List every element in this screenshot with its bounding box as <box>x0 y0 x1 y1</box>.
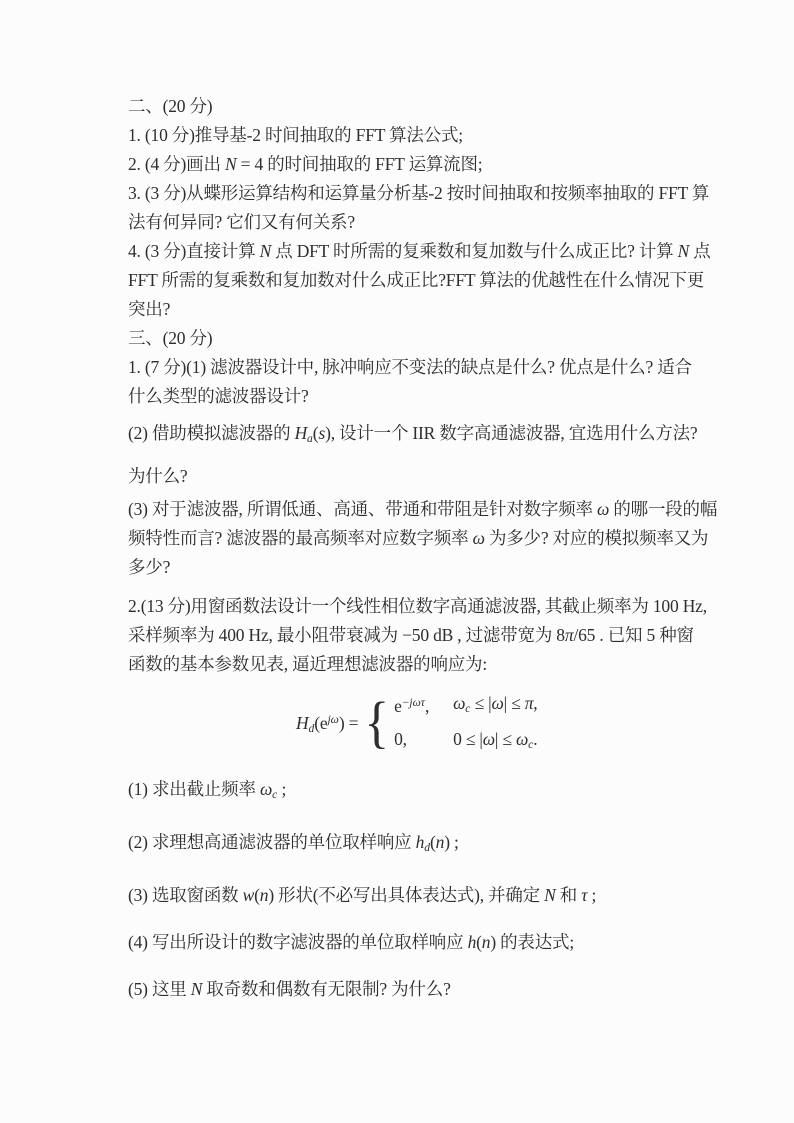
question-iii-2-line2: 采样频率为 400 Hz, 最小阻带衰减为 −50 dB , 过滤带宽为 8π/65 . 已知 5 种窗 <box>128 625 694 646</box>
question-ii-4-line2: FFT 所需的复乘数和复加数对什么成正比?FFT 算法的优越性在什么情况下更 <box>128 270 705 290</box>
question-iii-1-part1-line2: 什么类型的滤波器设计? <box>128 386 309 406</box>
subquestion-2: (2) 求理想高通滤波器的单位取样响应 hd(n) ; <box>128 831 459 855</box>
formula-case2-value: 0, <box>394 729 407 750</box>
formula-lhs: $Hd(e^{j\omega})$ = <box>296 712 359 735</box>
subquestion-5: (5) 这里 N 取奇数和偶数有无限制? 为什么? <box>128 979 451 1000</box>
question-iii-1-part2-line2: 为什么? <box>128 466 188 487</box>
formula-case1-condition: ωc ≤ |ω| ≤ π, <box>453 693 538 716</box>
question-ii-3-line1: 3. (3 分)从蝶形运算结构和运算量分析基-2 按时间抽取和按频率抽取的 FFT 算 <box>128 183 710 203</box>
section-ii-heading: 二、(20 分) <box>128 96 213 116</box>
formula-case2-condition: 0 ≤ |ω| ≤ ωc. <box>453 729 538 752</box>
question-iii-2-subquestions <box>128 775 714 1004</box>
subquestion-4: (4) 写出所设计的数字滤波器的单位取样响应 h(n) 的表达式; <box>128 932 574 953</box>
question-iii-2-line1: 2.(13 分)用窗函数法设计一个线性相位数字高通滤波器, 其截止频率为 100 Hz, <box>128 596 707 617</box>
question-iii-1-part3-line2: 频特性而言? 滤波器的最高频率对应数字频率 ω 为多少? 对应的模拟频率又为 <box>128 528 709 549</box>
question-iii-1-part1-line1: 1. (7 分)(1) 滤波器设计中, 脉冲响应不变法的缺点是什么? 优点是什么? 适合 <box>128 357 692 377</box>
question-ii-4-line3: 突出? <box>128 299 171 319</box>
subquestion-1: (1) 求出截止频率 ωc ; <box>128 778 287 801</box>
question-ii-1: 1. (10 分)推导基-2 时间抽取的 FFT 算法公式; <box>128 125 463 145</box>
section-iii-heading: 三、(20 分) <box>128 328 213 348</box>
formula-left-brace: { <box>364 692 390 756</box>
question-iii-1-part3-line1: (3) 对于滤波器, 所谓低通、高通、带通和带阻是针对数字频率 ω 的哪一段的幅 <box>128 499 718 520</box>
question-ii-2: 2. (4 分)画出 N = 4 的时间抽取的 FFT 运算流图; <box>128 154 483 174</box>
question-ii-4-line1: 4. (3 分)直接计算 N 点 DFT 时所需的复乘数和复加数与什么成正比? 计算 N 点 <box>128 241 711 261</box>
question-iii-1-part2-line1: (2) 借助模拟滤波器的 Ha(s), 设计一个 IIR 数字高通滤波器, 宜选用什么方法? <box>128 423 698 446</box>
question-iii-2-line3: 函数的基本参数见表, 逼近理想滤波器的响应为: <box>128 654 488 675</box>
exam-text-block <box>128 92 718 1004</box>
ideal-highpass-response-formula <box>128 688 714 760</box>
formula-case1-value: $e^{-j\omega\tau}$, <box>394 695 430 716</box>
question-iii-1-part3-line3: 多少? <box>128 557 171 578</box>
formula-cases <box>394 688 537 760</box>
question-ii-3-line2: 法有何异同? 它们又有何关系? <box>128 212 355 232</box>
subquestion-3: (3) 选取窗函数 w(n) 形状(不必写出具体表达式), 并确定 N 和 τ ; <box>128 885 597 906</box>
